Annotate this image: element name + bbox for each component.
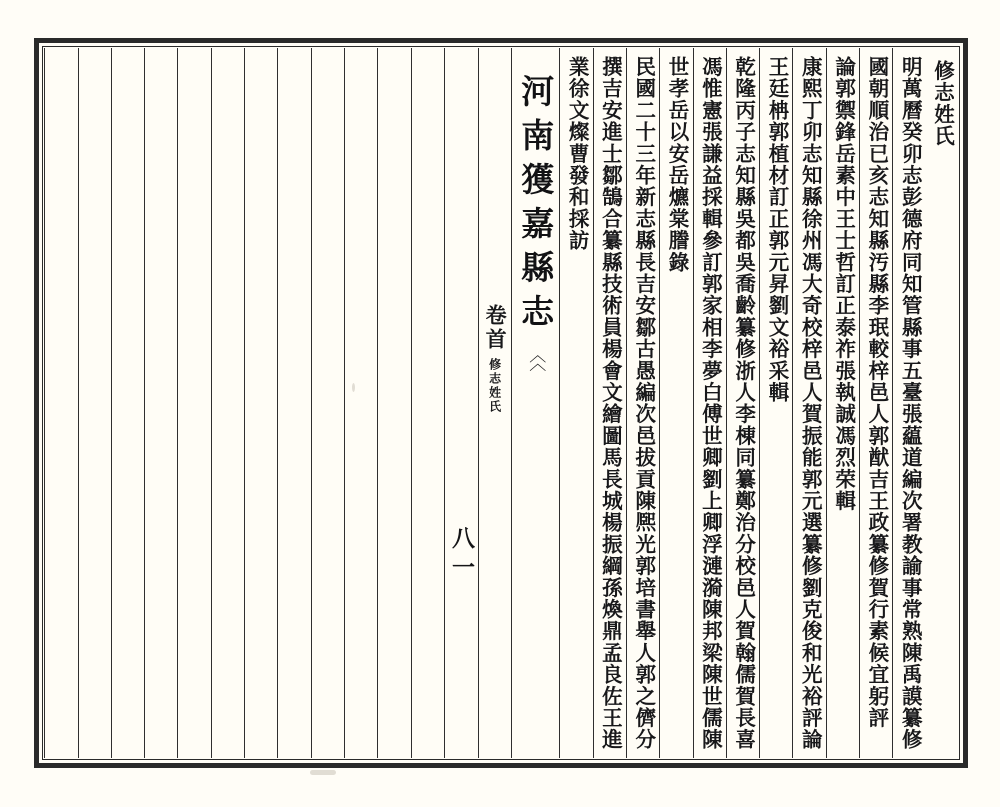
column-blank-5: [277, 48, 310, 758]
column-blank-10: [111, 48, 144, 758]
entry-text: 王廷柟郭植材訂正郭元昇劉文裕采輯: [764, 56, 789, 404]
column-book-title: [511, 48, 559, 758]
column-entry-11: [559, 48, 592, 758]
title-ornament-icon: 〈〈: [525, 346, 546, 372]
entry-text: 世孝岳以安岳爊棠謄錄: [665, 56, 689, 273]
entry-text: 明萬曆癸卯志彭德府同知管縣事五臺張藴道編次署教諭事常熟陳禹謨纂修: [898, 56, 923, 751]
entry-text: 馮惟憲張謙益採輯參訂郭家相李夢白傅世卿劉上卿浮漣漪陳邦梁陳世儒陳: [698, 56, 723, 751]
column-entry-7: [693, 48, 726, 758]
column-blank-2: [377, 48, 410, 758]
column-entry-10: [593, 48, 626, 758]
page-title: 河南獲嘉縣志: [516, 74, 556, 338]
entry-text: 康熙丁卯志知縣徐州馮大奇校梓邑人賀振能郭元選纂修劉克俊和光裕評論: [798, 56, 823, 751]
column-entry-4: [792, 48, 825, 758]
section-header-text: 修志姓氏: [930, 60, 955, 147]
column-entry-1: [892, 48, 925, 758]
column-volume-marker: [478, 48, 511, 758]
text-column-grid: [44, 48, 958, 758]
entry-text: 撰吉安進士鄒鵠合纂縣技術員楊會文繪圖馬長城楊振綱孫煥鼎孟良佐王進: [598, 56, 623, 751]
column-entry-3: [826, 48, 859, 758]
column-blank-9: [144, 48, 177, 758]
entry-text: 民國二十三年新志縣長吉安鄒古愚編次邑拔貢陳熈光郭培書舉人郭之儕分: [631, 56, 656, 751]
column-blank-4: [311, 48, 344, 758]
column-entry-9: [626, 48, 659, 758]
volume-subtitle: 修志姓氏: [487, 358, 502, 414]
entry-text: 業徐文燦曹發和採訪: [565, 56, 590, 252]
column-blank-3: [344, 48, 377, 758]
entry-text: 乾隆丙子志知縣吳都吳喬齡纂修浙人李棟同纂鄭治分校邑人賀翰儒賀長喜: [731, 56, 756, 751]
column-entry-6: [726, 48, 759, 758]
column-entry-8: [659, 48, 692, 758]
column-entry-2: [859, 48, 892, 758]
column-blank-11: [78, 48, 111, 758]
column-blank-8: [177, 48, 210, 758]
entry-text: 國朝順治已亥志知縣汚縣李珉較梓邑人郭猷吉王政纂修賀行素候宜躬評: [864, 56, 889, 729]
column-page-number: [444, 48, 478, 758]
page-number: 八一: [447, 526, 475, 584]
column-section-header: [926, 48, 958, 758]
entry-text: 論郭禦鋒岳素中王士哲訂正泰祚張執誠馮烈荣輯: [831, 56, 856, 512]
column-entry-5: [759, 48, 792, 758]
volume-marker: 卷首: [483, 304, 509, 352]
column-blank-1: [411, 48, 444, 758]
column-blank-6: [244, 48, 277, 758]
column-blank-12: [44, 48, 77, 758]
column-blank-7: [211, 48, 244, 758]
